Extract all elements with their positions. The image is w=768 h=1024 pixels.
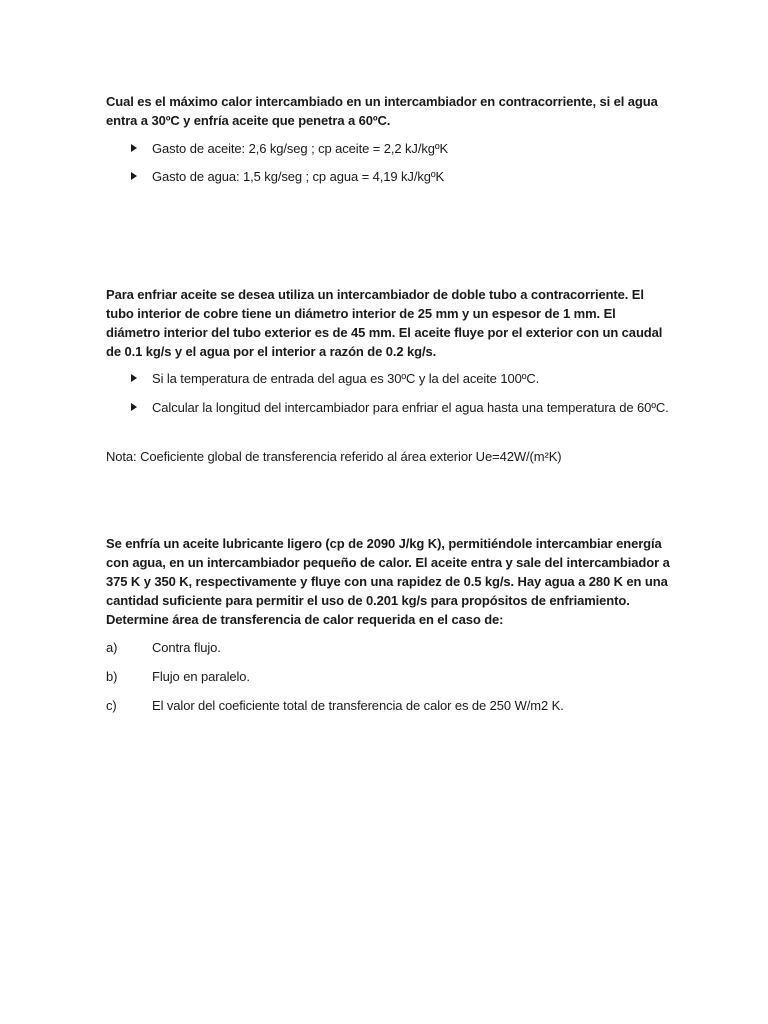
list-item-text: Flujo en paralelo. <box>152 669 250 684</box>
list-item-text: Gasto de aceite: 2,6 kg/seg ; cp aceite = 2,2 kJ/kgºK <box>152 141 449 156</box>
problem-2-list <box>106 369 672 389</box>
bullet-arrow-icon <box>131 144 137 152</box>
problem-1-list <box>106 139 672 159</box>
problem-1-list-2 <box>106 167 672 187</box>
list-item <box>106 638 672 658</box>
list-item <box>106 167 672 187</box>
list-item-marker: c) <box>106 698 117 713</box>
problem-2-statement: Para enfriar aceite se desea utiliza un intercambiador de doble tubo a contracorriente. El tubo interior de cobre tiene un diámetro interior de 25 mm y un espesor de 1 mm. El diámetro interior del tubo exterior es de 45 mm. El aceite fluye por el exterior con un caudal de 0.1 kg/s y el agua por el interior a razón de 0.2 kg/s. <box>106 287 663 359</box>
problem-2 <box>106 285 672 361</box>
list-item-text: Contra flujo. <box>152 640 221 655</box>
list-item-marker: b) <box>106 669 118 684</box>
problem-2-note: Nota: Coeficiente global de transferencia referido al área exterior Ue=42W/(m²K) <box>106 449 562 464</box>
problem-2-note-block <box>106 447 672 466</box>
problem-1-statement: Cual es el máximo calor intercambiado en un intercambiador en contracorriente, si el agua entra a 30ºC y enfría aceite que penetra a 60ºC. <box>106 94 658 128</box>
problem-3 <box>106 534 672 629</box>
list-item-text: Gasto de agua: 1,5 kg/seg ; cp agua = 4,19 kJ/kgºK <box>152 169 445 184</box>
bullet-arrow-icon <box>131 374 137 382</box>
list-item <box>106 667 672 687</box>
list-item-text: Si la temperatura de entrada del agua es 30ºC y la del aceite 100ºC. <box>152 371 540 386</box>
problem-3-list-a <box>106 638 672 658</box>
list-item <box>106 696 672 716</box>
list-item <box>106 369 672 389</box>
list-item-text: El valor del coeficiente total de transferencia de calor es de 250 W/m2 K. <box>152 698 564 713</box>
list-item-marker: a) <box>106 640 118 655</box>
list-item <box>106 398 672 418</box>
list-item <box>106 139 672 159</box>
bullet-arrow-icon <box>131 403 137 411</box>
problem-3-statement: Se enfría un aceite lubricante ligero (cp de 2090 J/kg K), permitiéndole intercambiar energía con agua, en un intercambiador pequeño de calor. El aceite entra y sale del intercambiador a 375 K y 350 K, respectivamente y fluye con una rapidez de 0.5 kg/s. Hay agua a 280 K en una cantidad suficiente para permitir el uso de 0.201 kg/s para propósitos de enfriamiento. Determine área de transferencia de calor requerida en el caso de: <box>106 536 670 627</box>
problem-3-list-b <box>106 667 672 687</box>
problem-3-list-c <box>106 696 672 716</box>
bullet-arrow-icon <box>131 172 137 180</box>
list-item-text: Calcular la longitud del intercambiador para enfriar el agua hasta una temperatura de 60ºC. <box>152 400 669 415</box>
problem-1 <box>106 92 672 130</box>
problem-2-list-2 <box>106 398 672 418</box>
